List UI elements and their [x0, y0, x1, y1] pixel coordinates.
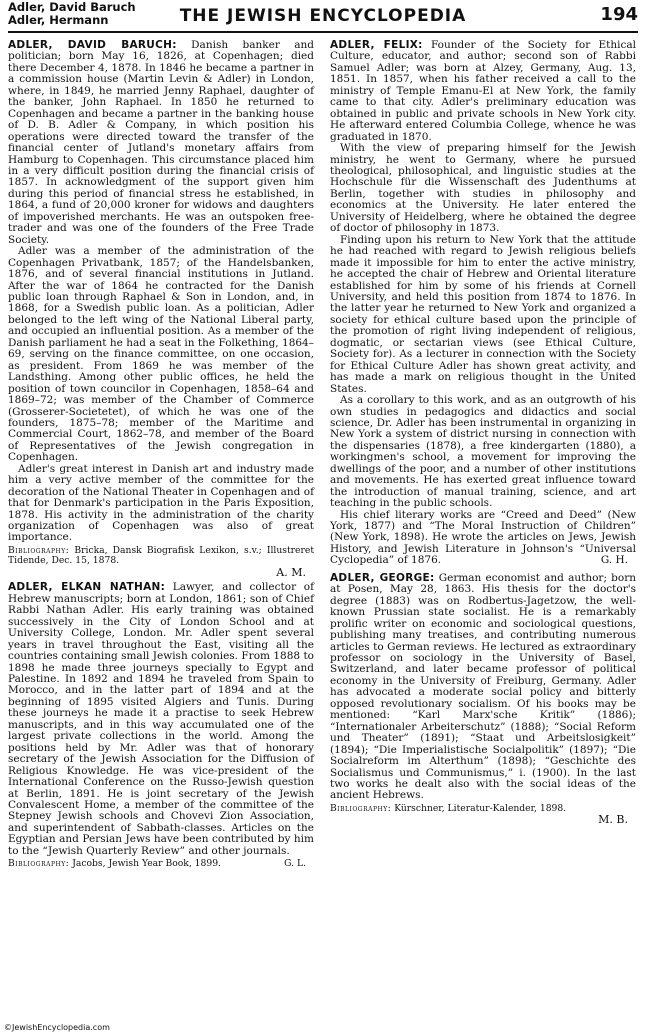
- bibliography-text: Kürschner, Literatur-Kalender, 1898.: [394, 802, 567, 814]
- right-column: [330, 40, 636, 830]
- entry-heading: ADLER, DAVID BARUCH:: [8, 39, 177, 51]
- author-signature: M. B.: [598, 813, 628, 827]
- entry-paragraph: [8, 582, 314, 857]
- publication-title: THE JEWISH ENCYCLOPEDIA: [179, 6, 467, 26]
- entry-heading: ADLER, FELIX:: [330, 39, 423, 51]
- paragraph-text: Founder of the Society for Ethical Culture, educator, and author; second son of Rabbi Samuel Adler; was born at Alzey, Germany, Aug. 13, 1851. In 1857, when his father received a call to the ministry of Temple Emanu-El at New York, the family came to that city. Adler's preliminary education was obtained in public and private schools in New York city. He afterward entered Columbia College, whence he was graduated in 1870.: [330, 39, 636, 143]
- author-signature: A. M.: [276, 565, 306, 579]
- entry-paragraph: [8, 40, 314, 246]
- entry-adler-david-baruch: [8, 40, 314, 578]
- left-column: [8, 40, 314, 870]
- bibliography-label: Bibliography:: [8, 858, 70, 870]
- entry-paragraph: [330, 573, 636, 802]
- paragraph-text: German economist and author; born at Posen, May 28, 1863. His thesis for the doctor's degree (1883) was on Rodbertus-Jagetzow, the well-known Prussian state socialist. He is a remarkably prolific writer on economic and sociological questions, publishing many treatises, and contributing numerous articles to German reviews. He lectured as extraordinary professor on sociology in the University of Basel, Switzerland, and later became professor of political economy in the University of Freiburg, Germany. Adler has advocated a moderate social policy and bitterly opposed revolutionary socialism. Of his books may be mentioned: “Karl Marx'sche Kritik” (1886); “Internationaler Arbeiterschutz” (1888); “Social Reform und Theater” (1891); “Staat und Arbeitslosigkeit” (1894); “Die Imperialistische Socialpolitik” (1897); “Die Socialreform im Alterthum” (1898); “Geschichte des Socialismus und Communismus,” i. (1900). In the last two works he dealt also with the social ideas of the ancient Hebrews.: [330, 571, 637, 802]
- bibliography-label: Bibliography:: [8, 544, 70, 556]
- entry-paragraph: Finding upon his return to New York that the attitude he had reached with regard to Jewish religious beliefs made it impossible for him to enter the active ministry, he accepted the chair of Hebrew and Oriental literature established for him by some of his friends at Cornell University, and held this position from 1874 to 1876. In the latter year he returned to New York and organized a society for ethical culture based upon the principle of the promotion of right living independent of religious, dogmatic, or sectarian views (see Ethical Culture, Society for). As a lecturer in connection with the Society for Ethical Culture Adler has shown great activity, and has made a mark on religious thought in the United States.: [330, 233, 636, 395]
- entry-paragraph: Adler was a member of the administration of the Copenhagen Privatbank, 1857; of the Handelsbanken, 1876, and of several financial institutions in Jutland. After the war of 1864 he contracted for the Danish public loan through Raphael & Son in London, and, in 1868, for a Swedish public loan. As a politician, Adler belonged to the left wing of the National Liberal party, and occupied an influential position. As a member of the Danish parliament he had a seat in the Folkething, 1864–69, serving on the finance committee, on one occasion, as president. From 1869 he was member of the Landsthing. Among other public offices, he held the position of town councilor in Copenhagen, 1858–64 and 1869–72; was member of the Chamber of Commerce (Grosserer-Societetet), of which he was one of the founders, 1875–78; member of the Maritime and Commercial Court, 1862–78, and member of the Board of Representatives of the Jewish congregation in Copenhagen.: [8, 245, 314, 464]
- bibliography-label: Bibliography:: [330, 802, 392, 814]
- entry-heading: ADLER, ELKAN NATHAN:: [8, 581, 166, 594]
- entry-adler-elkan-nathan: [8, 582, 314, 869]
- entry-adler-george: [330, 573, 636, 826]
- bibliography-text: Jacobs, Jewish Year Book, 1899.: [72, 858, 221, 870]
- paragraph-text: Danish banker and politician; born May 16, 1826, at Copenhagen; died there December 4, 1878. In 1846 he became a partner in a commission house (Martin Levin & Adler) in London, where, in 1849, he married Jenny Raphael, daughter of the banker, John Raphael. In 1850 he returned to Copenhagen and became a partner in the banking house of D. B. Adler & Company, in which position his operations were directed toward the transfer of the financial center of Jutland's monetary affairs from Hamburg to Copenhagen. This circumstance placed him in a very difficult position during the financial crisis of 1857. In acknowledgment of the support given him during this period of financial stress he established, in 1864, a fund of 20,000 kroner for widows and daughters of impoverished merchants. He was an outspoken free-trader and was one of the founders of the Free Trade Society.: [8, 39, 314, 246]
- page-number: 194: [600, 4, 638, 25]
- entry-paragraph: As a corollary to this work, and as an outgrowth of his own studies in pedagogics and didactics and social science, Dr. Adler has been instrumental in organizing in New York a system of district nursing in connection with the dispensaries (1878), a free kindergarten (1880), a workingmen's school, a movement for improving the dwellings of the poor, and a number of other institutions and movements. He has exerted great influence toward the introduction of manual training, science, and art teaching in the public schools.: [330, 394, 636, 510]
- author-signature: G. L.: [284, 858, 306, 870]
- author-signature: G. H.: [600, 554, 628, 567]
- entry-paragraph: Adler's great interest in Danish art and industry made him a very active member of the committee for the decoration of the National Theater in Copenhagen and of that for Denmark's participation in the Paris Exposition, 1878. His activity in the administration of the charity organization of Copenhagen was also of great importance.: [8, 462, 314, 544]
- entry-paragraph: [330, 510, 636, 567]
- running-head-first: Adler, David Baruch: [8, 0, 136, 14]
- header-rule: [8, 31, 638, 33]
- bibliography: [330, 804, 636, 815]
- running-head-last: Adler, Hermann: [8, 13, 109, 27]
- entry-paragraph: With the view of preparing himself for the Jewish ministry, he went to Germany, where he pursued theological, philosophical, and linguistic studies at the Hochschule für die Wissenschaft des Judenthums at Berlin, together with studies in philosophy and economics at the University. He later entered the University of Heidelberg, where he obtained the degree of doctor of philosophy in 1873.: [330, 142, 636, 235]
- entry-paragraph: [330, 40, 636, 143]
- copyright-credit: ©JewishEncyclopedia.com: [4, 1023, 110, 1032]
- bibliography-text: Bricka, Dansk Biografisk Lexikon, s.v.; Illustreret Tidende, Dec. 15, 1878.: [8, 544, 315, 567]
- paragraph-text: Lawyer, and collector of Hebrew manuscripts; born at London, 1861; son of Chief Rabbi Nathan Adler. His early training was obtained successively in the City of London School and at University College, London. Mr. Adler spent several years in travel throughout the East, visiting all the countries containing small Jewish colonies. From 1888 to 1898 he made three journeys specially to Egypt and Palestine. In 1892 and 1894 he traveled from Spain to Morocco, and in the latter part of 1894 and at the beginning of 1895 visited Algiers and Tunis. During these journeys he made it a practise to seek Hebrew manuscripts, and in this way accumulated one of the largest private collections in the world. Among the positions held by Mr. Adler was that of honorary secretary of the Jewish Association for the Diffusion of Religious Knowledge. He was vice-president of the International Conference on the Russo-Jewish question at Berlin, 1891. He is joint secretary of the Jewish Convalescent Home, a member of the committee of the Stepney Jewish schools and Chovevi Zion Association, and superintendent of Sabbath-classes. Articles on the Egyptian and Persian Jews have been contributed by him to the “Jewish Quarterly Review” and other journals.: [8, 581, 314, 857]
- paragraph-text: His chief literary works are “Creed and Deed” (New York, 1877) and “The Moral Instruction of Children” (New York, 1898). He wrote the articles on Jews, Jewish History, and Jewish Literature in Johnson's “Universal Cyclopedia” of 1876.: [330, 508, 636, 567]
- bibliography: [8, 546, 314, 567]
- entry-adler-felix: [330, 40, 636, 567]
- bibliography: [8, 859, 314, 870]
- entry-heading: ADLER, GEORGE:: [330, 571, 435, 584]
